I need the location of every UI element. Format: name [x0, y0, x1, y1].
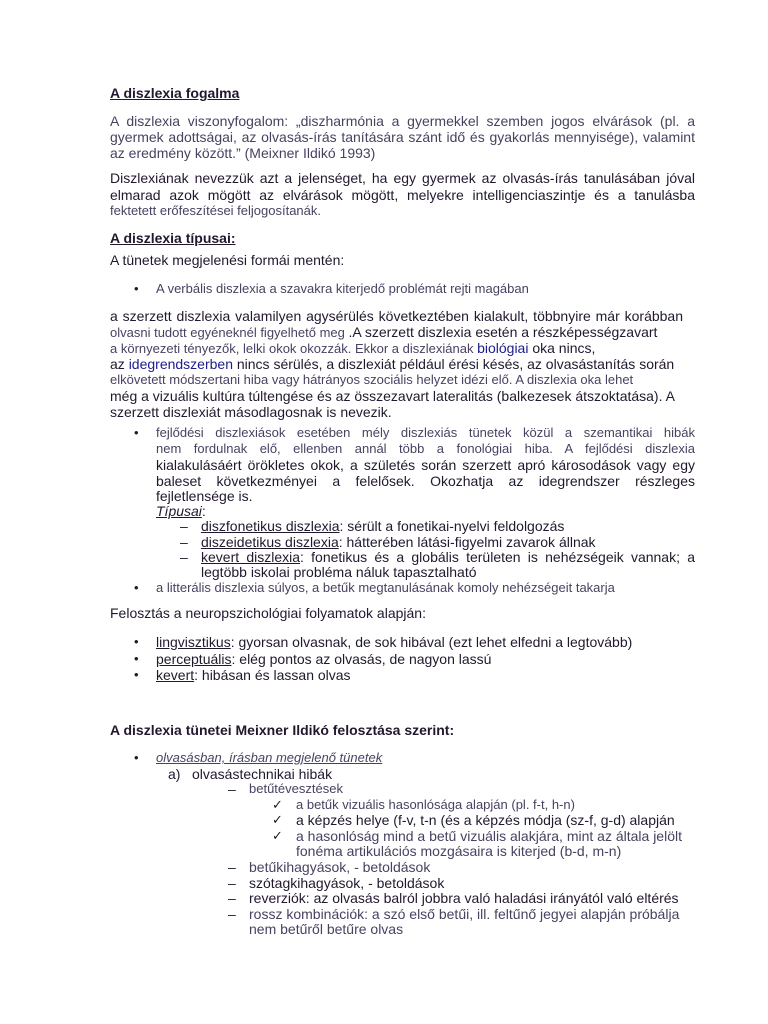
bullet-icon: • [134, 634, 139, 649]
symptom-rossz-komb-1: rossz kombinációk: a szó első betűi, ill. feltűnő jegyei alapján próbálja [249, 906, 680, 922]
bullet-verbal-dyslexia: A verbális diszlexia a szavakra kiterjedő problémát rejti magában [156, 281, 529, 296]
paragraph-2-line-3: fektetett erőfeszítései feljogosítanák. [110, 203, 322, 218]
dash-icon: – [228, 859, 236, 875]
check-icon: ✓ [272, 812, 283, 827]
bullet-icon: • [134, 651, 139, 666]
bullet-icon: • [134, 667, 139, 682]
dev-line-5: fejletlensége is. [156, 488, 253, 504]
paragraph-1-line-1: A diszlexia viszonyfogalom: „diszharmónia a gyermekkel szemben jogos elvárások (pl. a [110, 113, 695, 129]
neuro-desc: : elég pontos az olvasás, de nagyon lassú [231, 651, 492, 667]
symptom-check-1: a betűk vizuális hasonlósága alapján (pl. f-t, h-n) [296, 797, 575, 812]
bullet-icon: • [134, 750, 139, 765]
dev-line-3: kialakulásáért örökletes okok, a születés során szerzett apró károsodások vagy egy [156, 457, 695, 473]
paragraph-2-line-1: Diszlexiának nevezzük azt a jelenséget, ha egy gyermek az olvasás-írás tanulásában jóval [110, 170, 695, 186]
symptom-betuteveszt: betűtévesztések [249, 781, 343, 796]
dev-line-1: fejlődési diszlexiások esetében mély diszlexiás tünetek közül a szemantikai hibák [156, 425, 695, 440]
symptoms-a-text: olvasástechnikai hibák [192, 766, 333, 782]
acquired-line-6: még a vizuális kultúra túltengése és az összezavart lateralitás (balkezesek átszoktatása). A [110, 388, 675, 404]
dev-types-label [156, 503, 206, 519]
paragraph-2-line-2: elmarad azok mögött az elvárások mögött, melyekre intelligenciaszintje és a tanulásba [110, 187, 695, 203]
link-idegrendszerben[interactable]: idegrendszerben [128, 356, 233, 372]
neuro-item-kevert [156, 667, 351, 683]
bullet-icon: • [134, 580, 139, 595]
dash-icon: – [228, 875, 236, 891]
bullet-icon: • [134, 425, 139, 440]
dash-icon: – [180, 549, 188, 565]
types-colon: : [201, 503, 206, 519]
dash-icon: – [228, 890, 236, 906]
symptom-rossz-komb-2: nem betűről betűre olvas [249, 921, 404, 937]
acquired-line-3d: oka nincs, [528, 340, 596, 356]
dash-icon: – [228, 781, 236, 797]
symptom-check-3b: fonéma artikulációs mozgásaira is kiterjed (b-d, m-n) [296, 843, 622, 859]
acquired-line-4a: az [110, 356, 129, 372]
dash-icon: – [228, 906, 236, 922]
dash-icon: – [180, 534, 188, 550]
bullet-icon: • [134, 281, 139, 296]
neuro-intro: Felosztás a neuropszichológiai folyamatok alapján: [110, 605, 426, 621]
acquired-line-4 [110, 356, 674, 372]
dash-icon: – [180, 518, 188, 534]
symptom-check-3a: a hasonlóság mind a betű vizuális alakjára, mint az általa jelölt [296, 828, 682, 844]
type-diszfonetikus [201, 518, 564, 534]
type-diszeidetikus [201, 534, 596, 550]
type-desc: : hátterében látási-figyelmi zavarok állnak [338, 534, 596, 550]
acquired-line-3b: Ekkor a diszlexiának [354, 341, 478, 356]
neuro-item-perceptualis [156, 651, 491, 667]
acquired-line-3a: a környezeti tényezők, lelki okok okozzák. [110, 341, 355, 356]
dev-line-2: nem fordulnak elő, ellenben annál több a fonológiai hiba. A fejlődési diszlexia [156, 441, 695, 456]
acquired-line-5: elkövetett módszertani hiba vagy hátrányos szociális helyzet idézi elő. A diszlexia oka lehet [110, 372, 634, 387]
symptom-betukihagy: betűkihagyások, - betoldások [249, 859, 431, 875]
type-kevert [201, 549, 695, 565]
acquired-line-1: a szerzett diszlexia valamilyen agysérülés következtében kialakult, többnyire már korábban [110, 308, 683, 324]
link-biologiai[interactable]: biológiai [477, 340, 529, 356]
types-label: Típusai [156, 503, 202, 519]
neuro-term: kevert [156, 667, 195, 683]
heading-tunetei: A diszlexia tünetei Meixner Ildikó felosztása szerint: [110, 722, 455, 738]
acquired-line-3 [110, 340, 595, 357]
type-desc: : sérült a fonetikai-nyelvi feldolgozás [339, 518, 565, 534]
neuro-desc: : hibásan és lassan olvas [194, 667, 351, 683]
neuro-item-lingvisztikus [156, 634, 632, 650]
acquired-line-2a: olvasni tudott egyéneknél figyelhető meg [110, 325, 349, 340]
heading-diszlexia-tipusai: A diszlexia típusai: [110, 230, 236, 246]
acquired-line-4c: nincs sérülés, a diszlexiát például érési késés, az olvasástanítás során [232, 356, 675, 372]
symptom-check-2: a képzés helye (f-v, t-n (és a képzés módja (sz-f, g-d) alapján [296, 812, 675, 828]
type-kevert-line-2: legtöbb iskolai probléma náluk tapasztalható [201, 564, 477, 580]
neuro-desc: : gyorsan olvasnak, de sok hibával (ezt lehet elfedni a legtovább) [230, 634, 633, 650]
acquired-line-7: szerzett diszlexiát másodlagosnak is nevezik. [110, 404, 392, 420]
acquired-line-2 [110, 324, 657, 341]
symptom-reverziok: reverziók: az olvasás balról jobbra való haladási irányától való eltérés [249, 890, 679, 906]
symptoms-a-label: a) [168, 766, 181, 782]
type-desc: : fonetikus és a globális területen is nehézségeik vannak; a [300, 549, 695, 565]
symptoms-bullet: olvasásban, írásban megjelenő tünetek [156, 750, 383, 765]
paragraph-1-line-2: gyermek adottságai, az olvasás-írás tanítására szánt idő és gyakorlás mennyisége), valamint [110, 129, 695, 145]
check-icon: ✓ [272, 797, 283, 812]
type-term: kevert diszlexia [201, 549, 301, 565]
symptom-szotagkihagy: szótagkihagyások, - betoldások [249, 875, 445, 891]
type-term: diszeidetikus diszlexia [201, 534, 339, 550]
dev-line-4: baleset következményei a felelősek. Okozhatja az idegrendszer részleges [156, 473, 695, 489]
type-term: diszfonetikus diszlexia [201, 518, 340, 534]
heading-diszlexia-fogalma: A diszlexia fogalma [110, 85, 240, 101]
neuro-term: lingvisztikus [156, 634, 231, 650]
check-icon: ✓ [272, 828, 283, 843]
neuro-term: perceptuális [156, 651, 232, 667]
types-intro: A tünetek megjelenési formái mentén: [110, 252, 345, 268]
paragraph-1-line-3: az eredmény között.” (Meixner Ildikó 1993) [110, 145, 376, 161]
bullet-literal-dyslexia: a litterális diszlexia súlyos, a betűk megtanulásának komoly nehézségeit takarja [156, 580, 615, 595]
acquired-line-2b: .A szerzett diszlexia esetén a részképességzavart [348, 324, 658, 340]
